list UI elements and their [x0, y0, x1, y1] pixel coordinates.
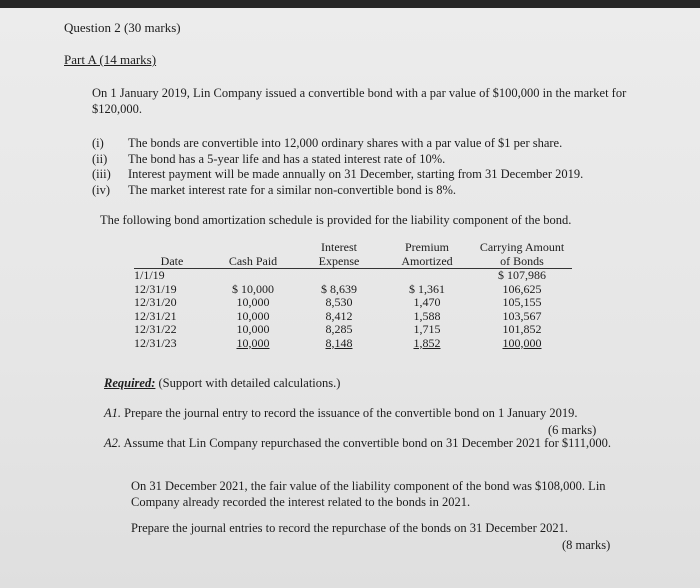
amortization-table	[134, 241, 572, 350]
header-premium-amortized: Premium Amortized	[401, 240, 453, 268]
question-a1	[104, 406, 577, 421]
condition-text: The market interest rate for a similar non-convertible bond is 8%.	[128, 182, 457, 197]
table-row: 1/1/19 $ 107,986	[134, 268, 546, 282]
header-interest-expense: Interest Expense	[318, 240, 360, 268]
a2-marks: (8 marks)	[562, 538, 611, 552]
top-edge	[0, 0, 700, 8]
condition-number: (ii)	[92, 151, 108, 166]
condition-number: (iv)	[92, 182, 111, 197]
condition-item	[92, 152, 583, 168]
a2-label: A2.	[104, 436, 122, 450]
required-label: Required:	[104, 376, 156, 390]
condition-item	[92, 167, 583, 183]
condition-number: (iii)	[92, 167, 111, 181]
header-cash-paid: Cash Paid	[228, 253, 278, 268]
conditions-list	[92, 136, 583, 198]
table-row: 12/31/22 10,000 8,285 1,715 101,852	[134, 322, 542, 336]
table-row: 12/31/21 10,000 8,412 1,588 103,567	[134, 308, 542, 323]
header-date: Date	[160, 253, 184, 268]
a1-label: A1.	[104, 406, 122, 420]
condition-text: The bond has a 5-year life and has a stated interest rate of 10%.	[128, 151, 446, 166]
required-text: (Support with detailed calculations.)	[155, 376, 341, 390]
part-a-heading: Part A (14 marks)	[64, 52, 157, 67]
table-row: 12/31/20 10,000 8,530 1,470 105,155	[134, 295, 542, 309]
condition-number: (i)	[92, 136, 104, 150]
header-carrying-amount: Carrying Amount of Bonds	[479, 240, 565, 268]
a1-marks: (6 marks)	[548, 423, 597, 437]
required-line	[104, 376, 340, 391]
a1-text: Prepare the journal entry to record the issuance of the convertible bond on 1 January 2019.	[121, 406, 578, 420]
condition-item	[92, 136, 583, 152]
table-row: 12/31/19 $ 10,000 $ 8,639 $ 1,361 106,625	[134, 281, 542, 296]
condition-text: The bonds are convertible into 12,000 ordinary shares with a par value of $1 per share.	[128, 136, 563, 150]
table-header-row	[134, 241, 572, 269]
schedule-intro: The following bond amortization schedule is provided for the liability component of the bond.	[100, 213, 572, 227]
question-title: Question 2 (30 marks)	[64, 20, 181, 35]
condition-text: Interest payment will be made annually on 31 December, starting from 31 December 2019.	[128, 167, 584, 181]
question-a2	[104, 436, 614, 452]
condition-item	[92, 183, 583, 199]
fair-value-paragraph: On 31 December 2021, the fair value of the liability component of the bond was $108,000. Lin Company already recorded the interest related to the bonds in 2021.	[131, 479, 606, 509]
table-row: 12/31/23 10,000 8,148 1,852 100,000	[134, 335, 542, 350]
a2-text: Assume that Lin Company repurchased the convertible bond on 31 December 2021 for $111,000.	[121, 436, 611, 450]
repurchase-instruction: Prepare the journal entries to record the repurchase of the bonds on 31 December 2021.	[131, 521, 568, 535]
intro-paragraph: On 1 January 2019, Lin Company issued a convertible bond with a par value of $100,000 in the market for $120,000.	[92, 86, 627, 116]
